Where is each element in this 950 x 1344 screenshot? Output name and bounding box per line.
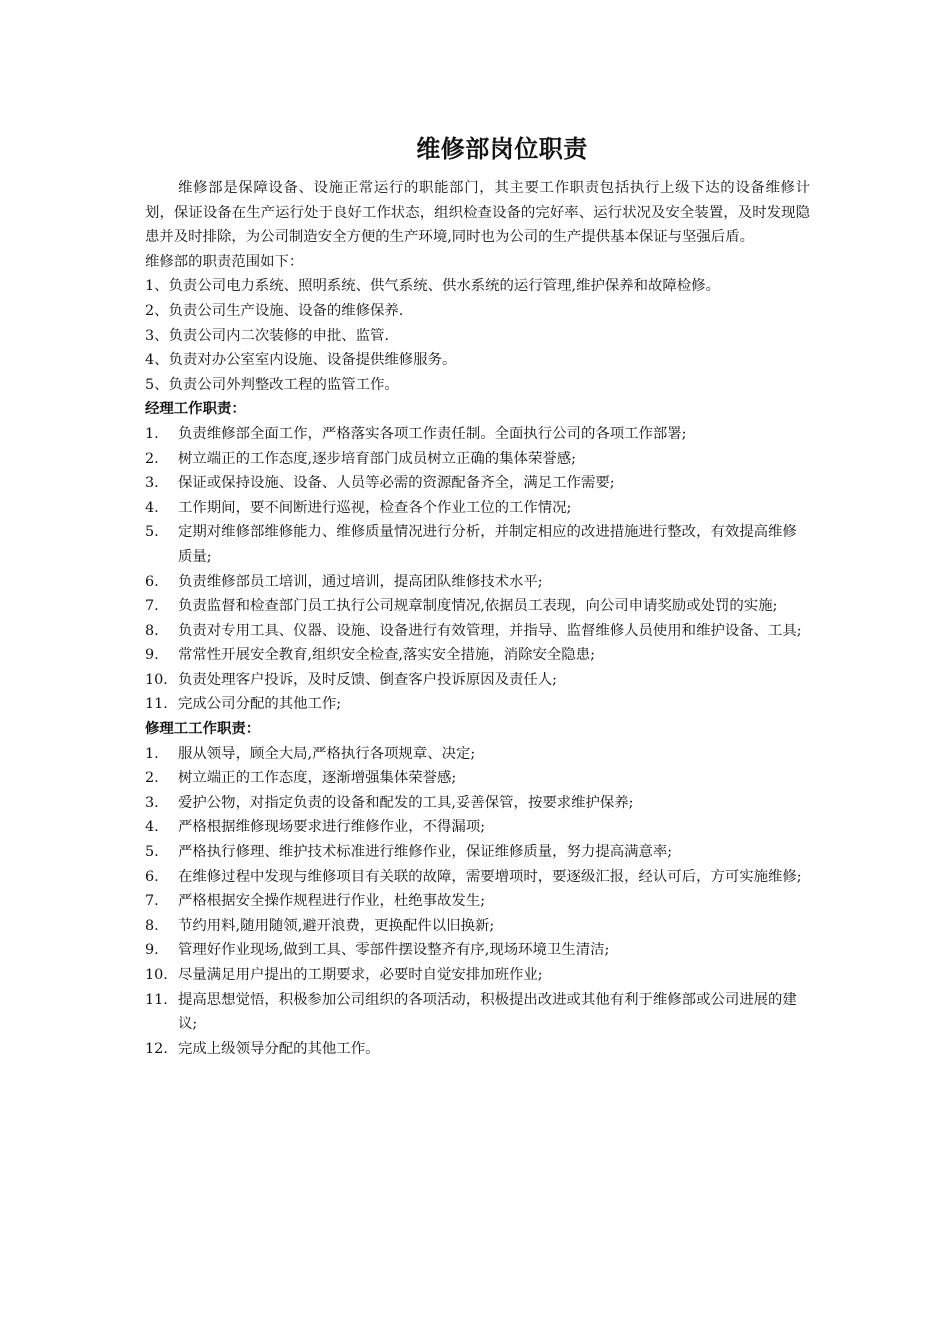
list-item: [145, 422, 810, 447]
item-number: 6.: [145, 573, 159, 590]
item-text: 常常性开展安全教育,组织安全检查,落实安全措施，消除安全隐患;: [178, 647, 595, 664]
item-text: 节约用料,随用随领,避开浪费，更换配件以旧换新;: [178, 917, 495, 934]
item-number: 7.: [145, 893, 159, 910]
list-item: [145, 643, 810, 668]
item-number: 3.: [145, 794, 159, 811]
item-number: 9.: [145, 647, 159, 664]
item-number: 11.: [145, 991, 168, 1008]
manager-duties-heading: 经理工作职责：: [145, 401, 246, 418]
item-number: 1.: [145, 425, 159, 442]
list-item: [145, 594, 810, 619]
list-item: [145, 692, 810, 717]
list-item: [145, 865, 810, 890]
item-number: 11.: [145, 696, 168, 713]
intro-paragraph: 维修部是保障设备、设施正常运行的职能部门，其主要工作职责包括执行上级下达的设备维修计划，保证设备在生产运行处于良好工作状态，组织检查设备的完好率、运行状况及安全装置，及时发现隐患并及时排除，为公司制造安全方便的生产环境,同时也为公司的生产提供基本保证与坚强后盾。: [145, 180, 810, 246]
list-item: [145, 668, 810, 693]
item-text: 严格根据维修现场要求进行维修作业，不得漏项;: [178, 819, 486, 836]
scope-item: 3、负责公司内二次装修的申批、监管.: [145, 327, 389, 344]
repair-duties-heading: 修理工工作职责：: [145, 721, 261, 738]
scope-item: 5、负责公司外判整改工程的监管工作。: [145, 376, 399, 393]
item-number: 8.: [145, 917, 159, 934]
item-text: 树立端正的工作态度，逐渐增强集体荣誉感;: [178, 770, 457, 787]
item-number: 10.: [145, 671, 168, 688]
item-number: 5.: [145, 524, 159, 541]
item-number: 12.: [145, 1040, 168, 1057]
document-title: 维修部岗位职责: [416, 134, 588, 163]
item-text: 工作期间，要不间断进行巡视，检查各个作业工位的工作情况;: [178, 499, 572, 516]
scope-list: [145, 274, 810, 397]
scope-heading: 维修部的职责范围如下：: [145, 253, 304, 270]
scope-item: 4、负责对办公室室内设施、设备提供维修服务。: [145, 352, 457, 369]
item-text: 爱护公物，对指定负责的设备和配发的工具,妥善保管，按要求维护保养;: [178, 794, 634, 811]
list-item: [145, 840, 810, 865]
item-number: 3.: [145, 475, 159, 492]
list-item: [145, 570, 810, 595]
item-text: 管理好作业现场,做到工具、零部件摆设整齐有序,现场环境卫生清洁;: [178, 942, 610, 959]
item-text: 保证或保持设施、设备、人员等必需的资源配备齐全，满足工作需要;: [178, 475, 615, 492]
repair-duties-list: [145, 742, 810, 1062]
item-text: 负责维修部全面工作，严格落实各项工作责任制。全面执行公司的各项工作部署;: [178, 425, 687, 442]
item-text: 服从领导，顾全大局,严格执行各项规章、决定;: [178, 745, 476, 762]
item-number: 2.: [145, 450, 159, 467]
list-item: [145, 742, 810, 767]
item-text: 完成公司分配的其他工作;: [178, 696, 342, 713]
document-body: [145, 176, 810, 1061]
list-item: [145, 447, 810, 472]
item-number: 2.: [145, 770, 159, 787]
list-item: [145, 791, 810, 816]
item-number: 7.: [145, 598, 159, 615]
item-text: 尽量满足用户提出的工期要求，必要时自觉安排加班作业;: [178, 967, 543, 983]
item-number: 5.: [145, 844, 159, 861]
scope-item: 1、负责公司电力系统、照明系统、供气系统、供水系统的运行管理,维护保养和故障检修。: [145, 278, 720, 295]
list-item: [145, 914, 810, 939]
item-number: 6.: [145, 868, 159, 885]
list-item: [145, 496, 810, 521]
item-number: 4.: [145, 819, 159, 836]
item-text: 严格根据安全操作规程进行作业，杜绝事故发生;: [178, 893, 486, 910]
item-number: 4.: [145, 499, 159, 516]
list-item: [145, 766, 810, 791]
item-text: 提高思想觉悟，积极参加公司组织的各项活动，积极提出改进或其他有利于维修部或公司进展的建议;: [178, 991, 797, 1033]
item-text: 严格执行修理、维护技术标准进行维修作业，保证维修质量，努力提高满意率;: [178, 844, 673, 861]
item-text: 在维修过程中发现与维修项目有关联的故障，需要增项时，要逐级汇报，经认可后，方可实施维修;: [178, 868, 802, 885]
list-item: [145, 938, 810, 963]
item-text: 树立端正的工作态度,逐步培育部门成员树立正确的集体荣誉感;: [178, 450, 576, 467]
item-number: 1.: [145, 745, 159, 762]
list-item: [145, 963, 810, 988]
item-text: 负责对专用工具、仪器、设施、设备进行有效管理，并指导、监督维修人员使用和维护设备、工具;: [178, 622, 802, 639]
item-text: 定期对维修部维修能力、维修质量情况进行分析，并制定相应的改进措施进行整改，有效提高维修质量;: [178, 524, 797, 565]
scope-item: 2、负责公司生产设施、设备的维修保养.: [145, 302, 404, 319]
item-text: 负责处理客户投诉，及时反馈、倒查客户投诉原因及责任人;: [178, 671, 558, 688]
list-item: [145, 471, 810, 496]
item-text: 负责维修部员工培训，通过培训，提高团队维修技术水平;: [178, 573, 543, 590]
list-item: [145, 520, 810, 569]
item-number: 10.: [145, 967, 168, 983]
item-number: 9.: [145, 942, 159, 959]
list-item: [145, 1037, 810, 1062]
list-item: [145, 988, 810, 1037]
item-text: 负责监督和检查部门员工执行公司规章制度情况,依据员工表现，向公司申请奖励或处罚的实施;: [178, 598, 778, 615]
manager-duties-list: [145, 422, 810, 717]
list-item: [145, 619, 810, 644]
item-text: 完成上级领导分配的其他工作。: [178, 1040, 380, 1057]
list-item: [145, 815, 810, 840]
item-number: 8.: [145, 622, 159, 639]
list-item: [145, 889, 810, 914]
